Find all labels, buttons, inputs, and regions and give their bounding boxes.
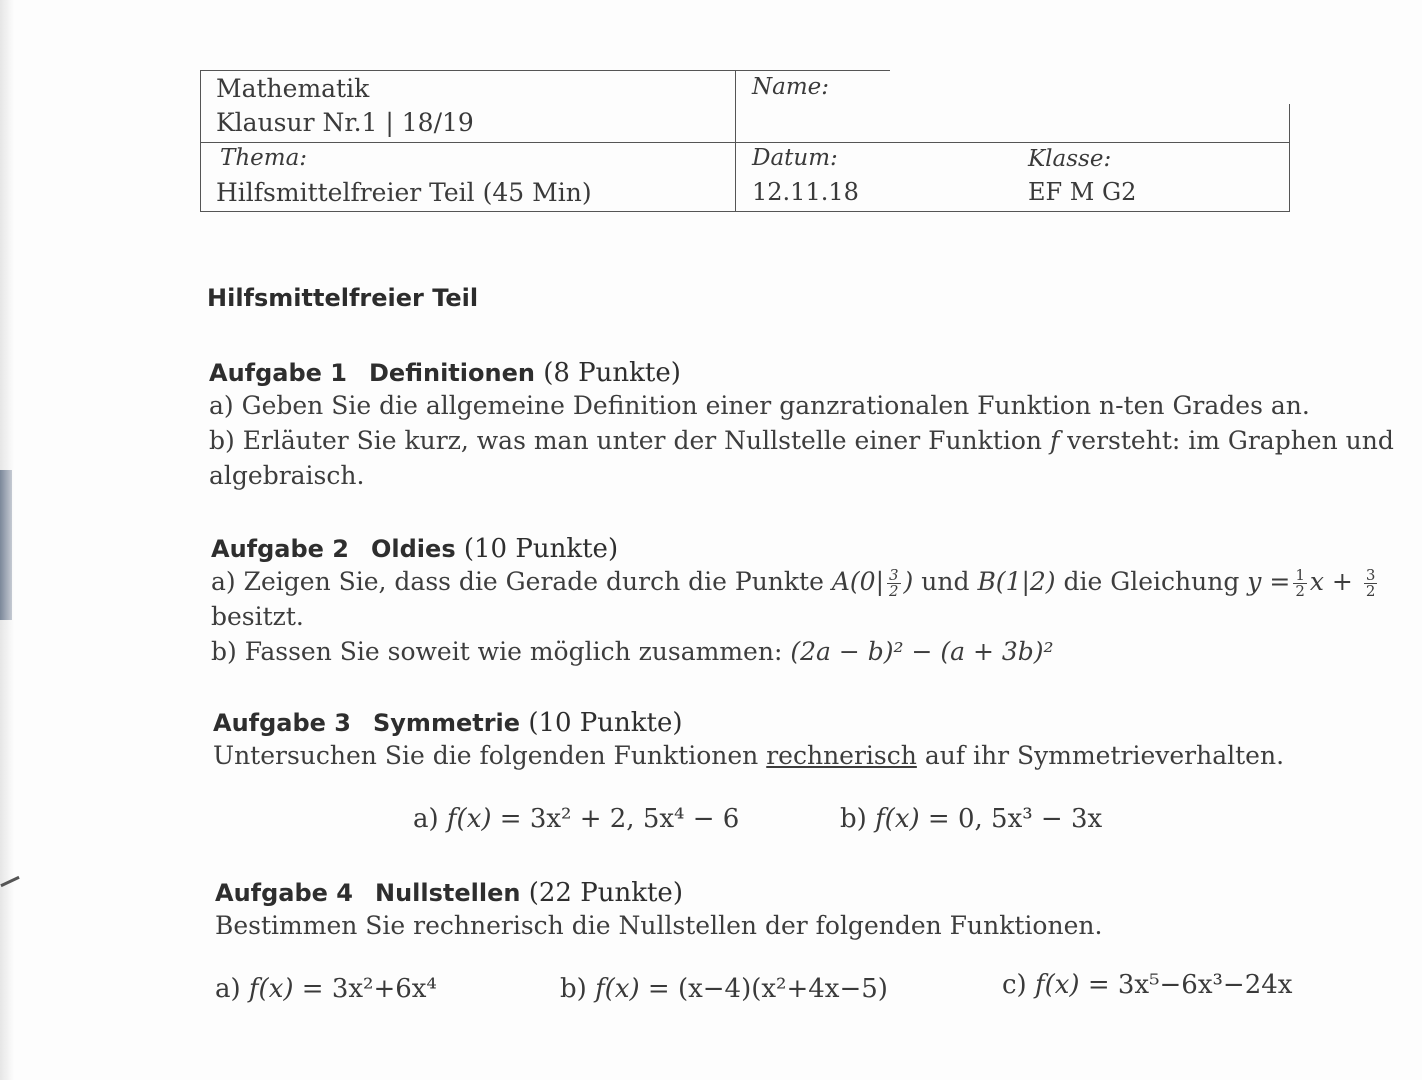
task-4-points: (22 Punkte) [528, 878, 683, 908]
function-label: b) [840, 804, 867, 834]
function-label: b) [560, 974, 587, 1004]
task-1-line-c: algebraisch. [209, 461, 365, 490]
task-3-heading [213, 708, 1284, 738]
task-1-name: Definitionen [369, 359, 535, 387]
function-label: a) [413, 804, 439, 834]
task-1-line-a: a) Geben Sie die allgemeine Definition einer ganzrationalen Funktion n-ten Grades an. [209, 391, 1310, 420]
table-border-middle [200, 142, 1290, 143]
task-4-number: Aufgabe 4 [215, 879, 353, 907]
task-4-function-b [560, 974, 888, 1004]
function-rhs: 3x²+6x⁴ [331, 974, 437, 1004]
function-lhs: f(x) = [1034, 970, 1118, 1000]
task-1-points: (8 Punkte) [543, 358, 681, 388]
task-3-points: (10 Punkte) [528, 708, 683, 738]
table-border-divider [735, 70, 736, 212]
section-title: Hilfsmittelfreier Teil [207, 284, 479, 312]
table-border-right [1289, 104, 1290, 212]
table-border-bottom [200, 211, 1290, 212]
task-1-line-b-rest: versteht: im Graphen und [1067, 426, 1394, 455]
task-3-line [213, 738, 1284, 773]
task-2-heading [211, 534, 1380, 564]
exam-header-table [200, 70, 1290, 212]
task-2 [211, 534, 1380, 669]
task-3-function-a [413, 804, 739, 834]
task-4-function-a [215, 974, 437, 1004]
fraction-one-half [1293, 568, 1307, 599]
topic-label: Thema: [220, 145, 308, 171]
equation-lhs: y = [1247, 567, 1291, 596]
task-2-points: (10 Punkte) [463, 534, 619, 564]
task-2-name: Oldies [371, 535, 456, 563]
task-4-line: Bestimmen Sie rechnerisch die Nullstellen der folgenden Funktionen. [215, 911, 1103, 940]
name-label: Name: [752, 74, 830, 100]
table-border-top [200, 70, 890, 71]
function-rhs: (x−4)(x²+4x−5) [677, 974, 888, 1004]
fraction-denominator: 2 [1365, 582, 1376, 600]
fraction-three-halves [887, 568, 901, 599]
fraction-three-halves-2 [1364, 568, 1378, 599]
equation-x: x [1309, 567, 1324, 596]
task-1-number: Aufgabe 1 [209, 359, 347, 387]
function-label: a) [215, 974, 241, 1004]
exam-label: Klausur Nr.1 | 18/19 [216, 108, 474, 137]
fraction-numerator: 3 [1365, 566, 1376, 584]
task-3-name: Symmetrie [373, 709, 521, 737]
task-2-line-a: a) Zeigen Sie, dass die Gerade durch die Punkte A(0| $\frac{3}{2}$ ) und B(1|2) die Gleichung y = $\frac{1}{2}$ x + $\frac{3}{2}$ [211, 566, 1376, 600]
topic-value: Hilfsmittelfreier Teil (45 Min) [216, 178, 592, 207]
function-lhs: f(x) = [875, 804, 958, 834]
date-value: 12.11.18 [752, 178, 859, 206]
task-2-line-a-text: a) Zeigen Sie, dass die Gerade durch die Punkte [211, 567, 824, 596]
task-3-line-pre: Untersuchen Sie die folgenden Funktionen [213, 741, 759, 770]
task-2-equation-text: die Gleichung [1063, 567, 1240, 596]
task-3-number: Aufgabe 3 [213, 709, 351, 737]
function-rhs: 3x⁵−6x³−24x [1117, 970, 1293, 1000]
task-1-line-b [209, 423, 1394, 458]
scan-artifact [0, 470, 12, 620]
fraction-denominator: 2 [889, 582, 899, 600]
task-4-function-c [1002, 970, 1292, 1000]
task-3-line-post: auf ihr Symmetrieverhalten. [924, 741, 1285, 770]
point-b: B(1|2) [977, 567, 1056, 596]
class-value: EF M G2 [1028, 178, 1137, 206]
point-a-text: A(0| [831, 567, 884, 596]
fraction-denominator: 2 [1295, 582, 1305, 600]
task-1-line-b-text: b) Erläuter Sie kurz, was man unter der Nullstelle einer Funktion [209, 426, 1042, 455]
task-3-underlined-word: rechnerisch [766, 741, 917, 770]
task-3-function-b [840, 804, 1102, 834]
task-4 [215, 878, 1102, 943]
function-lhs: f(x) = [595, 974, 678, 1004]
task-1-heading [209, 358, 1394, 388]
task-2-expression: (2a − b)² − (a + 3b)² [790, 637, 1054, 666]
task-2-and: und [921, 567, 970, 596]
task-2-line-a-end: besitzt. [211, 602, 304, 631]
task-3 [213, 708, 1284, 773]
task-2-line-b [211, 634, 1380, 669]
fraction-numerator: 3 [889, 566, 899, 584]
class-label: Klasse: [1028, 146, 1112, 172]
task-1-function-symbol: f [1049, 426, 1060, 455]
task-4-heading [215, 878, 1102, 908]
task-2-line-b-text: b) Fassen Sie soweit wie möglich zusammen: [211, 637, 783, 666]
date-label: Datum: [752, 145, 838, 171]
function-lhs: f(x) = [248, 974, 332, 1004]
task-2-number: Aufgabe 2 [211, 535, 349, 563]
subject-label: Mathematik [216, 74, 370, 103]
task-1 [209, 358, 1394, 493]
function-lhs: f(x) = [446, 804, 530, 834]
function-rhs: 0, 5x³ − 3x [957, 804, 1103, 834]
fraction-numerator: 1 [1295, 566, 1305, 584]
function-rhs: 3x² + 2, 5x⁴ − 6 [529, 804, 740, 834]
function-label: c) [1002, 970, 1027, 1000]
table-border-left [200, 70, 201, 212]
point-a: A(0| $\frac{3}{2}$ ) [831, 566, 914, 600]
task-4-name: Nullstellen [375, 879, 521, 907]
